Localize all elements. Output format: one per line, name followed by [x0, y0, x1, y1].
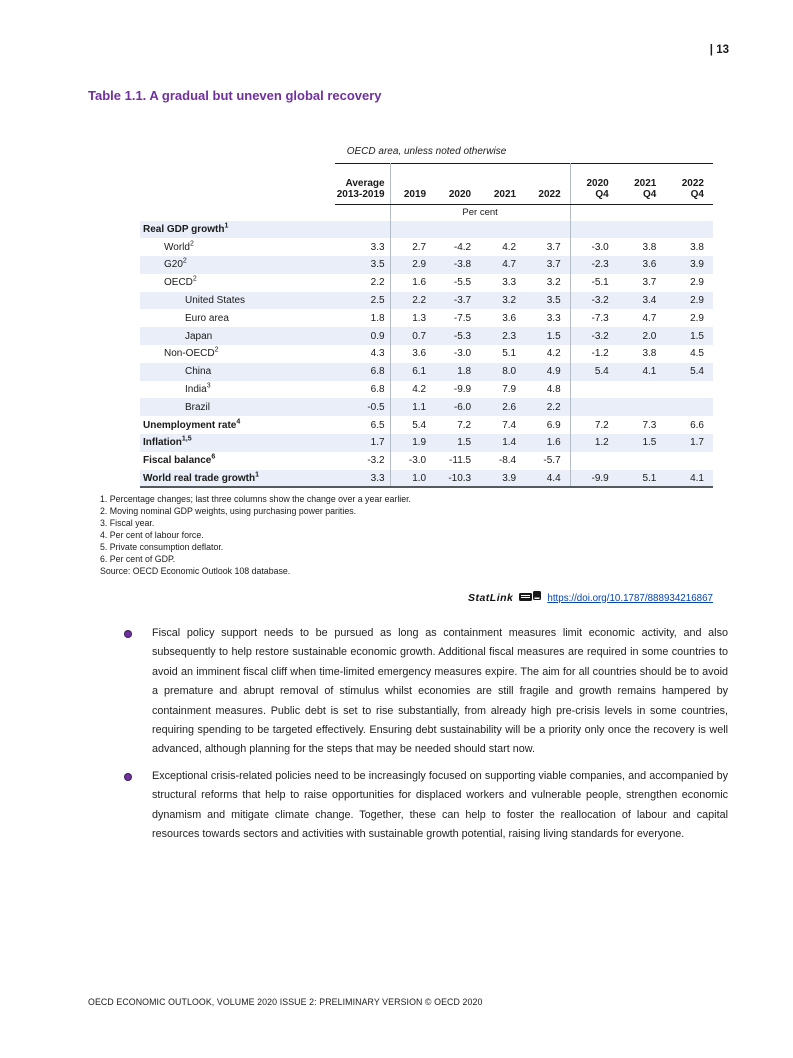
cell-value: 7.2 [457, 419, 472, 431]
cell-value: 7.2 [594, 419, 609, 431]
cell-value [480, 221, 525, 239]
cell-value: 1.7 [335, 434, 390, 452]
cell-value: -1.2 [591, 348, 609, 360]
cell-value: 4.2 [412, 384, 427, 396]
cell-value [665, 452, 713, 470]
cell-value: -9.9 [453, 384, 472, 396]
cell-value: 3.7 [525, 256, 570, 274]
cell-value [435, 221, 480, 239]
cell-value: -5.3 [435, 327, 480, 345]
cell-value: -9.9 [570, 470, 618, 488]
cell-value: 3.3 [525, 309, 570, 327]
cell-value: 2.9 [690, 277, 704, 289]
cell-value: 3.7 [642, 277, 657, 289]
row-label: World$^2$ [164, 240, 194, 253]
cell-value: 3.3 [335, 470, 390, 488]
cell-value [570, 452, 618, 470]
cell-value: -7.5 [453, 312, 472, 324]
cell-value: 2.2 [525, 398, 570, 416]
cell-value: 4.7 [480, 256, 525, 274]
unit-label: Per cent [390, 205, 570, 221]
cell-value: -7.3 [591, 312, 609, 324]
column-header-year-2021: 2021 [480, 164, 525, 205]
row-label: Inflation$^{1,5}$ [140, 434, 335, 452]
cell-value: 4.2 [525, 345, 570, 363]
cell-value: 3.9 [665, 256, 713, 274]
cell-value: 1.5 [525, 327, 570, 345]
footnote-reference: 3 [206, 382, 211, 390]
cell-value: 1.1 [390, 398, 435, 416]
cell-value: 5.4 [412, 419, 427, 431]
cell-value: 4.1 [618, 363, 666, 381]
cell-value: 2.9 [690, 312, 704, 324]
cell-value: 1.5 [665, 327, 713, 345]
cell-value [665, 221, 713, 239]
table-row-oecd [140, 274, 713, 292]
column-header-2022-q4: 2022 Q4 [665, 164, 713, 205]
column-header-2020-q4: 2020 Q4 [570, 164, 618, 205]
column-header-average: Average 2013-2019 [335, 164, 390, 205]
cell-value: 3.6 [502, 312, 517, 324]
footnote-reference: 2 [214, 347, 219, 355]
cell-value [390, 221, 435, 239]
cell-value: 1.3 [412, 312, 427, 324]
cell-value: -2.3 [570, 256, 618, 274]
cell-value: 4.4 [525, 470, 570, 488]
footnote: 5. Private consumption deflator. [100, 542, 224, 552]
cell-value: 4.3 [335, 345, 390, 363]
cell-value: 2.7 [412, 241, 427, 253]
cell-value [618, 221, 666, 239]
footnote: 2. Moving nominal GDP weights, using purchasing power parities. [100, 506, 357, 516]
cell-value: -3.2 [570, 292, 618, 310]
table-body [140, 205, 713, 488]
unit-spacer [570, 205, 713, 221]
column-header-year-2020: 2020 [435, 164, 480, 205]
cell-value: 1.7 [665, 434, 713, 452]
cell-value: 1.8 [435, 363, 480, 381]
cell-value: 1.6 [412, 277, 427, 289]
cell-value: 3.7 [525, 238, 570, 256]
cell-value: 6.8 [335, 363, 390, 381]
cell-value: 6.9 [525, 416, 570, 434]
page-footer: OECD ECONOMIC OUTLOOK, VOLUME 2020 ISSUE 2: PRELIMINARY VERSION © OECD 2020 [88, 997, 483, 1007]
unit-spacer [140, 205, 335, 221]
row-label: Fiscal balance$^6$ [143, 453, 216, 467]
cell-value: 0.9 [335, 327, 390, 345]
cell-value: 3.6 [412, 348, 427, 360]
table-row-china [140, 363, 713, 381]
cell-value [618, 398, 666, 416]
row-label: OECD$^2$ [164, 275, 197, 289]
table-row-fiscal-balance [140, 452, 713, 470]
table-subtitle: OECD area, unless noted otherwise [346, 146, 507, 157]
cell-value: 1.5 [435, 434, 480, 452]
row-label: India$^3$ [185, 382, 211, 396]
unit-spacer [335, 205, 390, 221]
row-label: Non-OECD$^2$ [164, 347, 219, 360]
cell-value: 1.9 [390, 434, 435, 452]
row-label: Brazil [140, 398, 335, 416]
cell-value: -6.0 [435, 398, 480, 416]
cell-value: 6.5 [335, 416, 390, 434]
cell-value: 7.9 [502, 384, 517, 396]
table-row-united-states [140, 292, 713, 310]
cell-value: 4.2 [502, 241, 517, 253]
cell-value [335, 221, 390, 239]
table-row-japan [140, 327, 713, 345]
cell-value: -3.0 [408, 455, 427, 467]
table-row-world [140, 238, 713, 256]
cell-value: 1.4 [480, 434, 525, 452]
table-row-g20 [140, 256, 713, 274]
cell-value: 6.1 [390, 363, 435, 381]
cell-value: 2.2 [390, 292, 435, 310]
key-points-list [115, 624, 728, 851]
cell-value: -0.5 [335, 398, 390, 416]
cell-value: -5.7 [525, 452, 570, 470]
cell-value: -3.7 [435, 292, 480, 310]
cell-value: 1.0 [390, 470, 435, 488]
bullet-fiscal-policy: Fiscal policy support needs to be pursued as long as containment measures limit economic activity, and also subsequently to help restore sustainable economic growth. Additional fiscal measures are required in some countries to avoid an imminent fiscal cliff when time-limited emergency measures expire. The aim for all countries should be to avoid a premature and abrupt removal of stimulus whilst economies are still fragile and growth remains hampered by containment measures. Public debt is set to rise substantially, from already high pre-crisis levels in some countries, requiring spending to be targeted effectively. Ensuring debt sustainability will be a priority only once the recovery is well advanced, although planning for the steps that may be needed should start now. [115, 624, 728, 760]
cell-value [665, 381, 713, 399]
row-label: Japan [140, 327, 335, 345]
column-header-empty [140, 164, 335, 205]
cell-value: 5.4 [665, 363, 713, 381]
cell-value: 0.7 [390, 327, 435, 345]
table-footnotes [100, 493, 714, 577]
cell-value: 3.3 [502, 277, 517, 289]
cell-value: 5.4 [570, 363, 618, 381]
cell-value: 3.8 [642, 348, 657, 360]
cell-value: 5.1 [618, 470, 666, 488]
cell-value: 3.8 [690, 241, 704, 253]
cell-value: 4.8 [525, 381, 570, 399]
cell-value [525, 221, 570, 239]
economic-outlook-table [140, 163, 713, 488]
cell-value: -11.5 [449, 455, 472, 467]
table-title: Table 1.1. A gradual but uneven global recovery [88, 88, 382, 103]
cell-value: 2.0 [618, 327, 666, 345]
cell-value: 3.9 [480, 470, 525, 488]
data-table [140, 163, 713, 488]
footnote-reference: 2 [182, 258, 187, 266]
row-label: China [140, 363, 335, 381]
table-header [140, 164, 713, 205]
cell-value: 3.8 [642, 241, 657, 253]
statlink-doi-link[interactable]: https://doi.org/10.1787/888934216867 [547, 592, 713, 604]
cell-value: -8.4 [498, 455, 517, 467]
cell-value: 1.6 [525, 434, 570, 452]
cell-value [570, 221, 618, 239]
column-header-year-2019: 2019 [390, 164, 435, 205]
table-row-unemployment-rate [140, 416, 713, 434]
cell-value: 2.2 [335, 274, 390, 292]
table-row-euro-area [140, 309, 713, 327]
cell-value [618, 452, 666, 470]
cell-value: 6.8 [335, 381, 390, 399]
footnote-reference: 1 [224, 222, 229, 230]
row-label: World real trade growth$^1$ [140, 470, 335, 488]
cell-value: 2.9 [665, 292, 713, 310]
page-number: | 13 [709, 44, 729, 56]
cell-value: 3.4 [618, 292, 666, 310]
table-row-real-gdp-growth [140, 221, 713, 239]
cell-value: 4.1 [665, 470, 713, 488]
cell-value: -3.2 [335, 452, 390, 470]
table-row-world-real-trade-growth [140, 470, 713, 488]
row-label: Unemployment rate$^4$ [143, 418, 241, 431]
cell-value: 1.5 [618, 434, 666, 452]
cell-value [665, 398, 713, 416]
row-label: $G20^2$ [140, 256, 335, 274]
cell-value: 3.2 [480, 292, 525, 310]
cell-value [618, 381, 666, 399]
cell-value: 4.5 [690, 348, 704, 360]
cell-value: 2.5 [335, 292, 390, 310]
footnote: 3. Fiscal year. [100, 518, 155, 528]
footnote: 4. Per cent of labour force. [100, 530, 204, 540]
bullet-crisis-policies: Exceptional crisis-related policies need to be increasingly focused on supporting viable companies, and accompanied by structural reforms that help to raise opportunities for displaced workers and vulnerable people, strengthen economic dynamism and mitigate climate change. Together, these can help to foster the reallocation of labour and capital resources towards sectors and activities with sustainable growth potential, raising living standards for everyone. [115, 767, 728, 845]
cell-value: 3.3 [335, 238, 390, 256]
column-header-year-2022: 2022 [525, 164, 570, 205]
statlink-disk-icon [519, 591, 541, 605]
cell-value: -5.5 [453, 277, 472, 289]
cell-value: -3.0 [591, 241, 609, 253]
cell-value: 2.6 [480, 398, 525, 416]
cell-value: 1.8 [335, 309, 390, 327]
footnote-reference: 6 [211, 453, 216, 461]
footnote: 1. Percentage changes; last three columns show the change over a year earlier. [100, 494, 412, 504]
cell-value: 6.6 [690, 419, 704, 431]
cell-value: -10.3 [435, 470, 480, 488]
cell-value: 1.2 [570, 434, 618, 452]
cell-value [570, 381, 618, 399]
cell-value: -4.2 [453, 241, 472, 253]
cell-value: 3.5 [525, 292, 570, 310]
statlink-line [468, 590, 713, 606]
cell-value: -3.0 [453, 348, 472, 360]
footnote: 6. Per cent of GDP. [100, 554, 176, 564]
footnote-reference: 2 [192, 275, 197, 283]
cell-value: 3.5 [335, 256, 390, 274]
row-label: United States [140, 292, 335, 310]
row-label: Real GDP growth$^1$ [140, 221, 335, 239]
cell-value: 3.2 [525, 274, 570, 292]
table-row-brazil [140, 398, 713, 416]
statlink-logo: StatLink [467, 592, 514, 604]
cell-value: 5.1 [502, 348, 517, 360]
cell-value: 3.6 [618, 256, 666, 274]
footnote-reference: 1,5 [181, 436, 192, 444]
cell-value: -3.2 [570, 327, 618, 345]
cell-value: 8.0 [480, 363, 525, 381]
cell-value: 2.9 [390, 256, 435, 274]
cell-value: -3.8 [435, 256, 480, 274]
unit-row [140, 205, 713, 221]
cell-value: 4.7 [642, 312, 657, 324]
column-header-2021-q4: 2021 Q4 [618, 164, 666, 205]
cell-value: -5.1 [591, 277, 609, 289]
cell-value: 7.4 [502, 419, 517, 431]
table-row-non-oecd [140, 345, 713, 363]
table-row-inflation [140, 434, 713, 452]
cell-value: 4.9 [525, 363, 570, 381]
footnote-reference: 1 [255, 471, 259, 479]
table-row-india [140, 381, 713, 399]
cell-value: 7.3 [642, 419, 657, 431]
cell-value [570, 398, 618, 416]
footnote-reference: 4 [236, 418, 241, 426]
row-label: Euro area [185, 312, 229, 324]
source-note: Source: OECD Economic Outlook 108 database. [100, 566, 291, 576]
cell-value: 2.3 [480, 327, 525, 345]
footnote-reference: 2 [189, 240, 194, 248]
